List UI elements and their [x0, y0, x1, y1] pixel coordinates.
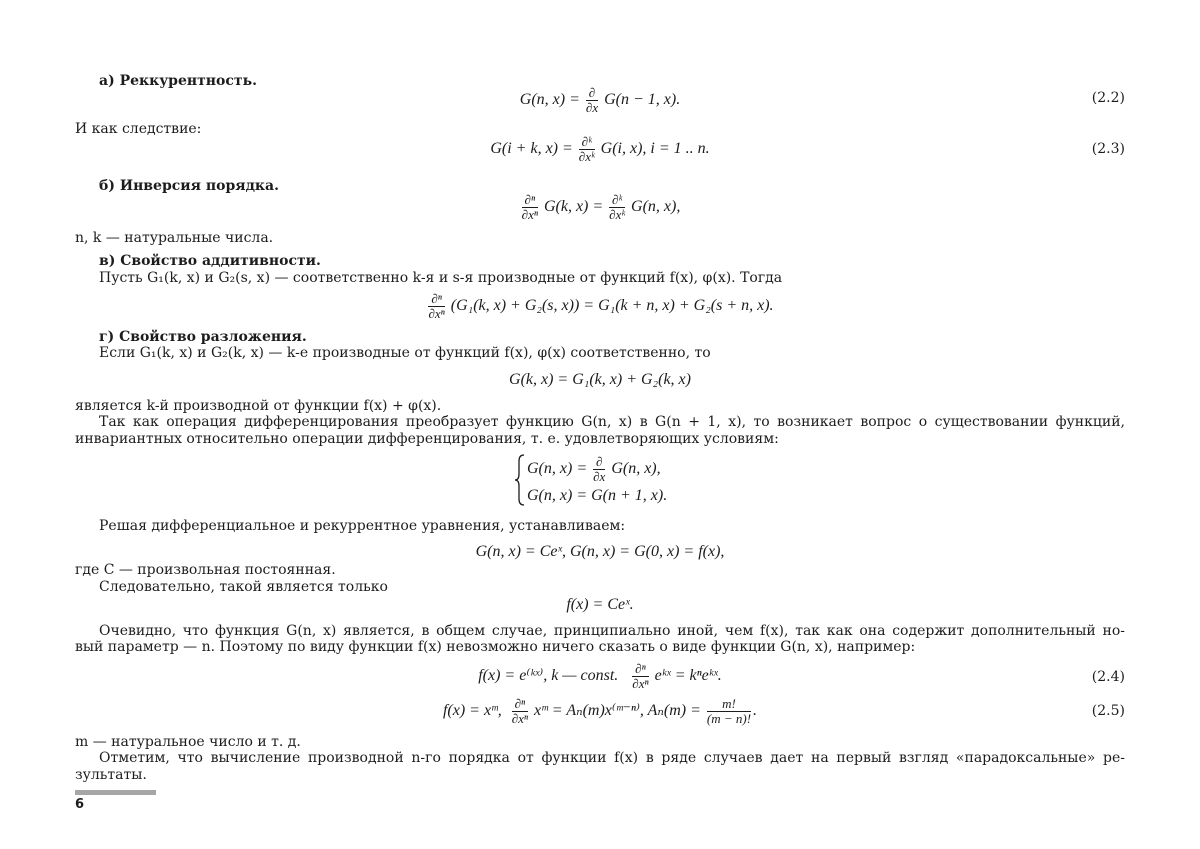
paragraph-2-line-2: вый параметр — n. Поэтому по виду функции f(x) невозможно ничего сказать о виде функции G(n, x), например: [75, 639, 916, 655]
fraction-den: ∂x [593, 469, 606, 484]
paragraph-1-line-1: Так как операция дифференцирования преобразует функцию G(n, x) в G(n + 1, x), то возникает вопрос о существовании функций, [99, 414, 1125, 430]
equation-2-3 [0, 135, 1200, 164]
equation-number: (2.2) [1091, 90, 1125, 106]
fraction-den: ∂xᵏ [578, 149, 595, 164]
fraction [632, 662, 648, 691]
equation-inversion [0, 193, 1200, 222]
footer-bar [75, 790, 156, 795]
fraction-num: ∂ [586, 86, 598, 101]
paragraph-1-line-2: инвариантных относительно операции дифференцирования, т. е. удовлетворяющих условиям: [75, 431, 779, 447]
paragraph-3-line-1: Отметим, что вычисление производной n-го порядка от функции f(x) в ряде случаев дает на первый взгляд «парадоксальные» ре- [99, 750, 1125, 766]
fraction-den: ∂x [585, 100, 599, 115]
fraction-num: ∂ⁿ [428, 292, 444, 307]
eq-lhs: G(n, x) = [527, 460, 588, 478]
eq-lhs: f(x) = e⁽ᵏˣ⁾, k — const. [478, 667, 619, 685]
equation-solution: G(n, x) = Ceˣ, G(n, x) = G(0, x) = f(x), [475, 543, 725, 560]
therefore-text: Следовательно, такой является только [99, 579, 388, 595]
equation-2-5 [0, 697, 1200, 726]
eq-rhs: G(n, x), [611, 460, 661, 478]
eq-rhs: (G₁(k, x) + G₂(s, x)) = G₁(k + n, x) + G₂(s + n, x). [450, 297, 774, 315]
equation-decomposition: G(k, x) = G₁(k, x) + G₂(k, x) [509, 371, 691, 388]
fraction-num: ∂ⁿ [512, 697, 528, 712]
fraction [593, 455, 605, 484]
equation-2-4 [0, 662, 1200, 691]
section-recurrence: а) Реккурентность. [99, 73, 257, 89]
fraction-num: ∂ᵏ [579, 135, 595, 150]
nk-natural-text: n, k — натуральные числа. [75, 230, 274, 246]
solving-text: Решая дифференциальное и рекуррентное уравнения, устанавливаем: [99, 518, 626, 534]
fraction [586, 86, 598, 115]
paragraph-2-line-1: Очевидно, что функция G(n, x) является, в общем случае, принципиально иной, чем f(x), так как она содержит дополнительный но- [99, 623, 1125, 639]
section-additivity: в) Свойство аддитивности. [99, 253, 321, 269]
paragraph-3-line-2: зультаты. [75, 767, 147, 783]
fraction-num: ∂ⁿ [522, 193, 538, 208]
fraction-num: ∂ᵏ [609, 193, 625, 208]
fraction [579, 135, 595, 164]
fraction [609, 193, 625, 222]
fraction [707, 697, 751, 726]
eq-lhs: G(i + k, x) = [490, 140, 573, 158]
system-eq-2: G(n, x) = G(n + 1, x). [527, 487, 668, 504]
eq-rhs: G(i, x), i = 1 .. n. [600, 140, 710, 158]
section-order-inversion: б) Инверсия порядка. [99, 178, 279, 194]
is-kth-text: является k-й производной от функции f(x) + φ(x). [75, 398, 442, 414]
fraction [522, 193, 538, 222]
equation-number: (2.4) [1091, 669, 1125, 685]
eq-rhs: eᵏˣ = kⁿeᵏˣ. [654, 667, 722, 685]
fraction [428, 292, 444, 321]
eq-lhs: f(x) = xᵐ, [442, 702, 502, 720]
section-decomposition: г) Свойство разложения. [99, 329, 307, 345]
eq-rhs: G(n, x), [631, 198, 681, 216]
fraction-den: ∂xⁿ [428, 306, 445, 321]
fraction-den: ∂xⁿ [521, 207, 538, 222]
fraction-num: ∂ⁿ [632, 662, 648, 677]
fraction [512, 697, 528, 726]
fraction-den: ∂xⁿ [511, 711, 529, 726]
eq-mid: xᵐ = Aₙ(m)x⁽ᵐ⁻ⁿ⁾, Aₙ(m) = [534, 702, 701, 720]
eq-mid: G(k, x) = [543, 198, 604, 216]
fraction-den: ∂xⁿ [632, 676, 649, 691]
consequence-text: И как следствие: [75, 121, 202, 137]
brace-icon [514, 454, 526, 506]
where-c-text: где C — произвольная постоянная. [75, 562, 336, 578]
fraction-den: ∂xᵏ [609, 207, 626, 222]
let-text: Пусть G₁(k, x) и G₂(s, x) — соответственно k-я и s-я производные от функций f(x), φ(x). Тогда [99, 270, 783, 286]
if-text: Если G₁(k, x) и G₂(k, x) — k-е производные от функций f(x), φ(x) соответственно, то [99, 345, 711, 361]
equation-number: (2.3) [1091, 141, 1125, 157]
fraction-num: m! [707, 697, 751, 712]
system-eq-1 [527, 455, 661, 484]
equation-number: (2.5) [1091, 703, 1125, 719]
m-natural-text: m — натуральное число и т. д. [75, 734, 301, 750]
eq-lhs: G(n, x) = [519, 91, 580, 109]
eq-end: . [753, 702, 758, 720]
equation-additivity [0, 292, 1200, 321]
fraction-den: (m − n)! [706, 711, 752, 726]
page-number: 6 [75, 797, 85, 812]
equation-2-2 [0, 86, 1200, 115]
eq-rhs: G(n − 1, x). [604, 91, 681, 109]
fraction-num: ∂ [593, 455, 605, 470]
equation-only: f(x) = Ceˣ. [566, 596, 634, 613]
